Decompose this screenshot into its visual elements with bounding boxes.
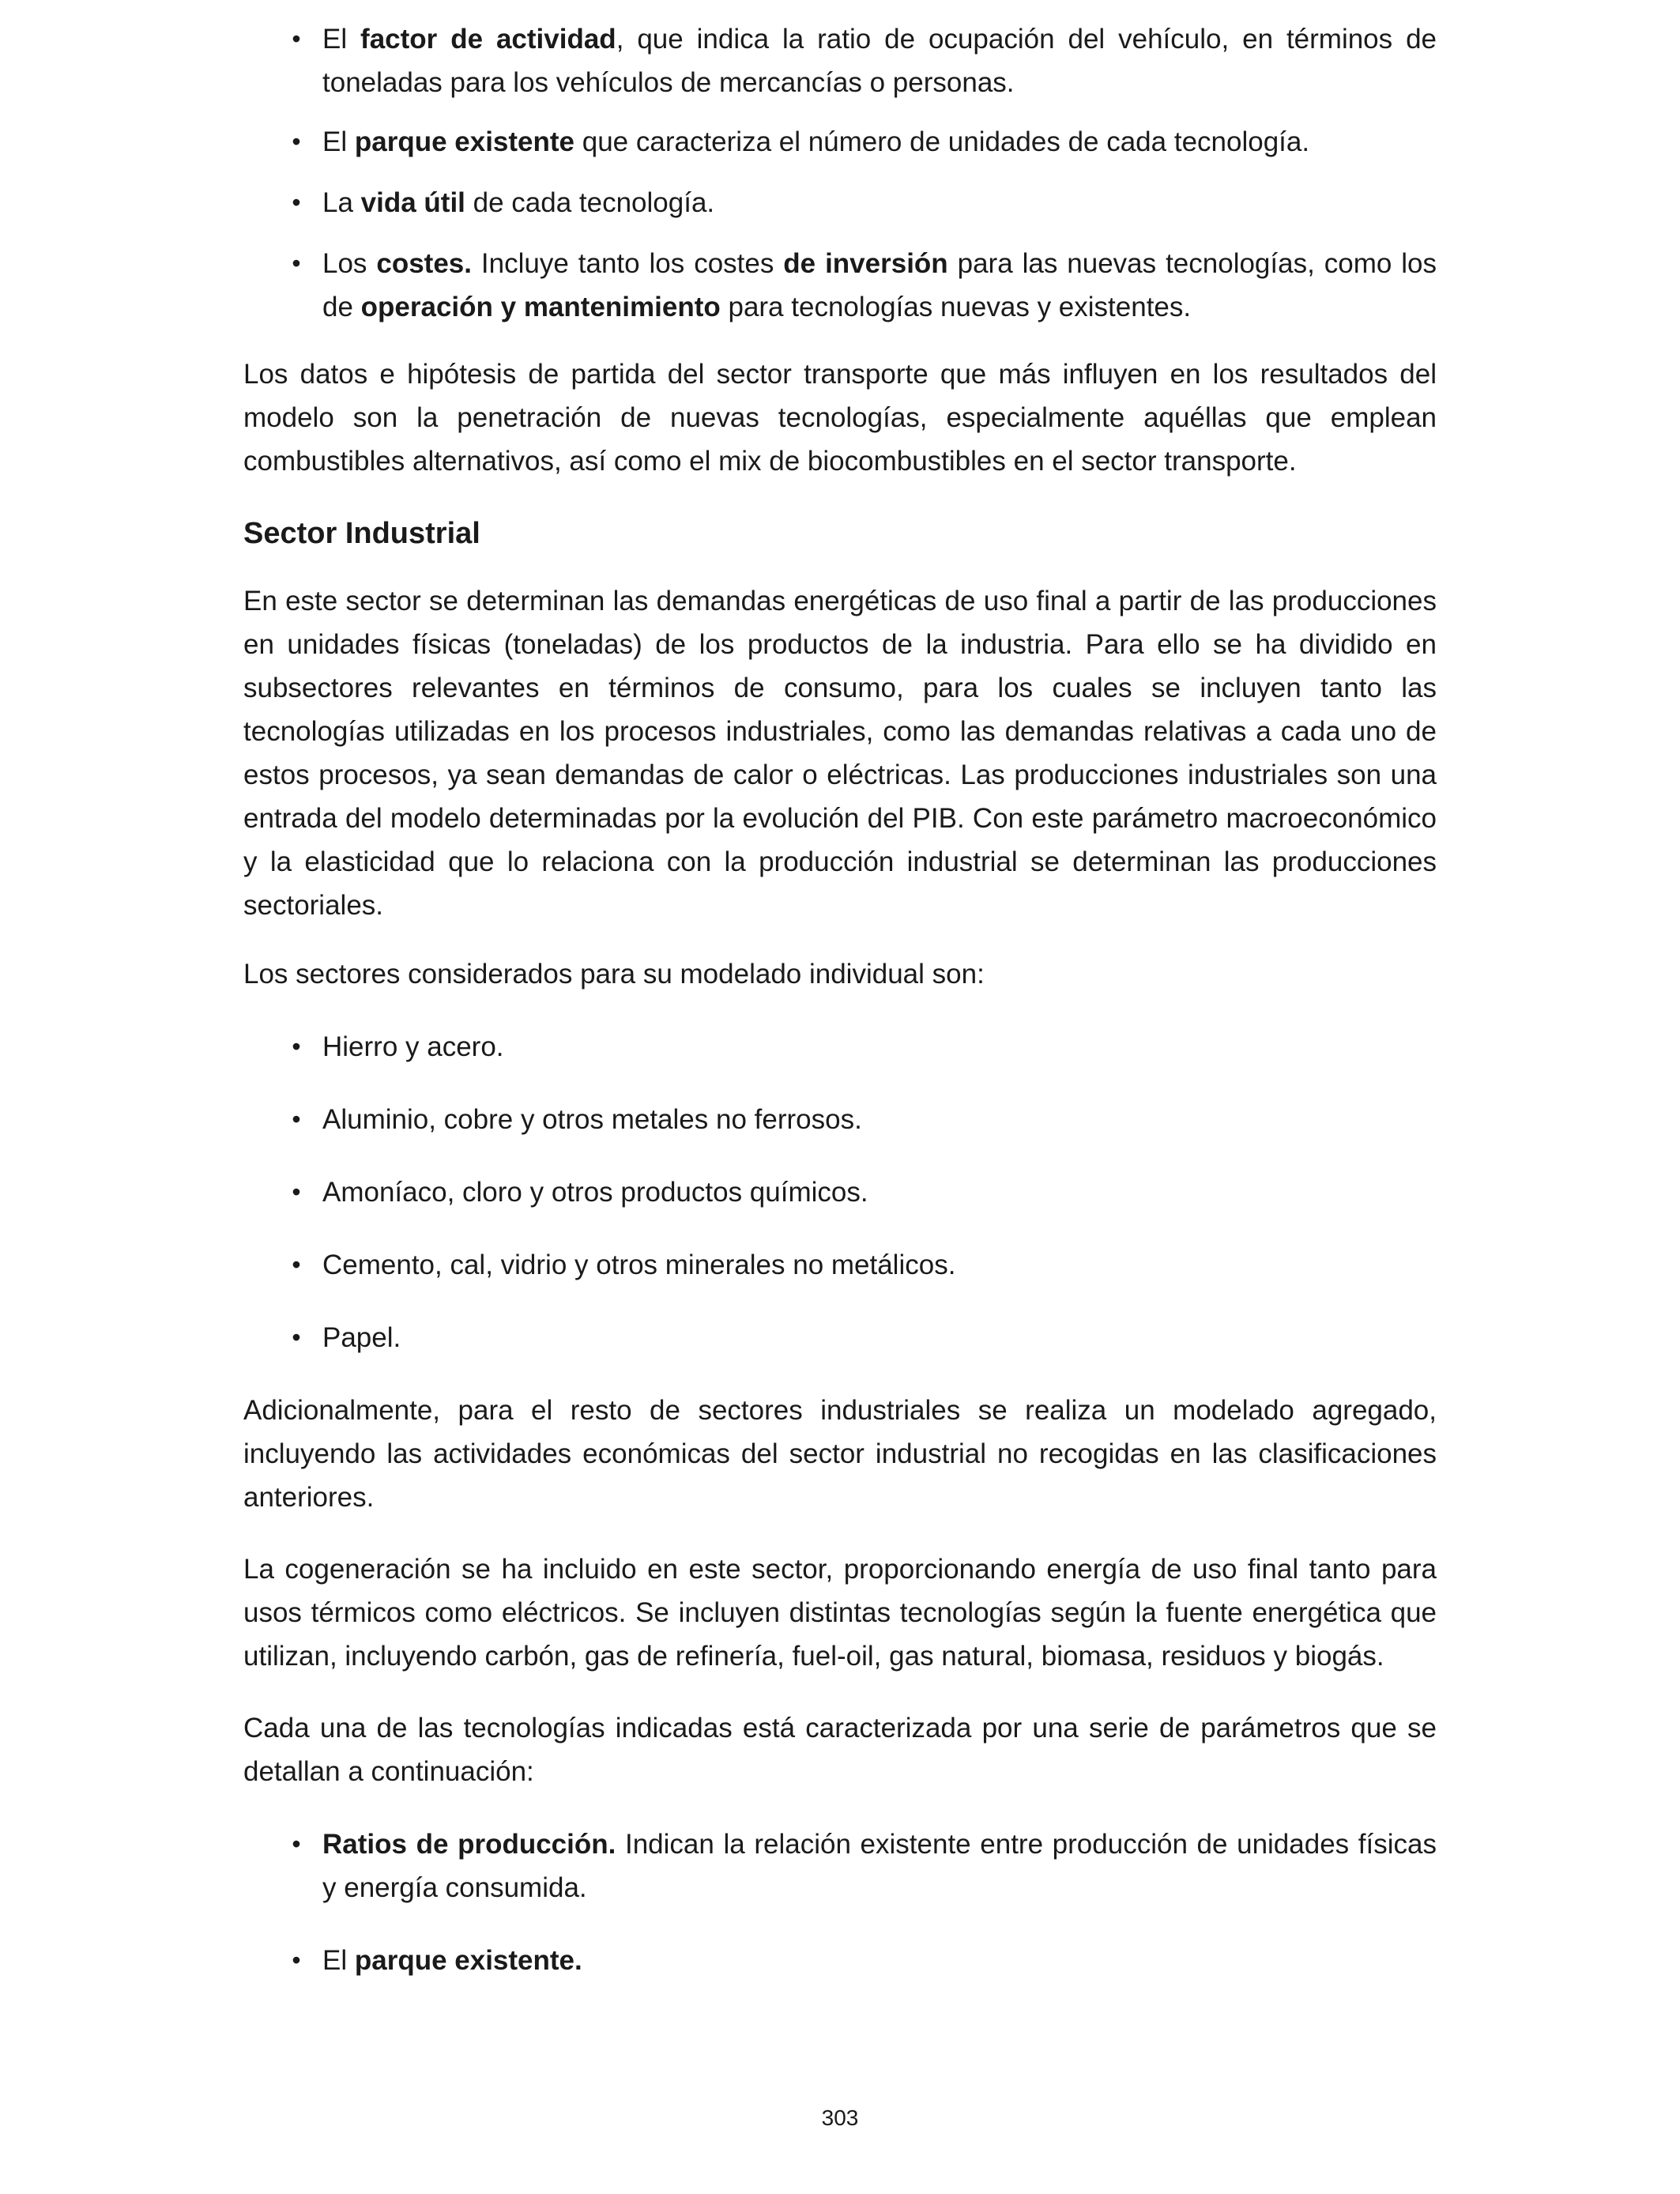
sectors-bullet-list (243, 1025, 1437, 1359)
parameters-bullet-list (243, 1823, 1437, 1982)
bullet-icon: • (292, 1250, 301, 1279)
paragraph-industrial-sector: En este sector se determinan las demandas energéticas de uso final a partir de las producciones en unidades físicas (toneladas) de los productos de la industria. Para ello se ha dividido en subsectores relevantes en términos de consumo, para los cuales se incluyen tanto las tecnologías utilizadas en los procesos industriales, como las demandas relativas a cada uno de estos procesos, ya sean demandas de calor o eléctricas. Las producciones industriales son una entrada del modelo determinadas por la evolución del PIB. Con este parámetro macroeconómico y la elasticidad que lo relaciona con la producción industrial se determinan las producciones sectoriales. (243, 586, 1437, 921)
bullet-icon: • (292, 188, 301, 217)
list-item-costes: • Los costes. Incluye tanto los costes de inversión para las nuevas tecnologías, como los de operación y mantenimiento para tecnologías nuevas y existentes. (243, 242, 1437, 329)
bullet-icon: • (292, 1105, 301, 1133)
list-item-parque-existente: • El parque existente que caracteriza el número de unidades de cada tecnología. (243, 120, 1437, 164)
bullet-icon: • (292, 1178, 301, 1206)
bullet-icon: • (292, 127, 301, 156)
bullet-icon: • (292, 1032, 301, 1061)
paragraph-parameters-intro: Cada una de las tecnologías indicadas está caracterizada por una serie de parámetros que se detallan a continuación: (243, 1713, 1437, 1787)
list-item-sector: • Papel. (243, 1316, 1437, 1359)
list-item-sector: • Aluminio, cobre y otros metales no ferrosos. (243, 1098, 1437, 1141)
list-item-vida-util: • La vida útil de cada tecnología. (243, 181, 1437, 224)
bullet-icon: • (292, 25, 301, 53)
paragraph-cogeneration: La cogeneración se ha incluido en este sector, proporcionando energía de uso final tanto para usos térmicos como eléctricos. Se incluyen distintas tecnologías según la fuente energética que utilizan, incluyendo carbón, gas de refinería, fuel-oil, gas natural, biomasa, residuos y biogás. (243, 1554, 1437, 1672)
list-item-ratios-produccion: • Ratios de producción. Indican la relación existente entre producción de unidades físicas y energía consumida. (243, 1823, 1437, 1909)
list-item-sector: • Cemento, cal, vidrio y otros minerales no metálicos. (243, 1243, 1437, 1287)
top-bullet-list (243, 17, 1437, 329)
list-item-parque-existente-2: • El parque existente. (243, 1939, 1437, 1982)
list-item-sector: • Hierro y acero. (243, 1025, 1437, 1069)
bullet-icon: • (292, 249, 301, 277)
bullet-icon: • (292, 1830, 301, 1858)
document-page (243, 17, 1437, 1982)
paragraph-aggregate-modeling: Adicionalmente, para el resto de sectores industriales se realiza un modelado agregado, incluyendo las actividades económicas del sector industrial no recogidas en las clasificaciones anteriores. (243, 1395, 1437, 1513)
section-title-sector-industrial: Sector Industrial (243, 517, 480, 550)
paragraph-transport-hypotheses: Los datos e hipótesis de partida del sector transporte que más influyen en los resultados del modelo son la penetración de nuevas tecnologías, especialmente aquéllas que emplean combustibles alternativos, así como el mix de biocombustibles en el sector transporte. (243, 359, 1437, 477)
paragraph-sectors-intro: Los sectores considerados para su modelado individual son: (243, 959, 985, 990)
bullet-icon: • (292, 1323, 301, 1351)
page-number: 303 (821, 2105, 859, 2130)
list-item-factor-actividad: • El factor de actividad, que indica la ratio de ocupación del vehículo, en términos de toneladas para los vehículos de mercancías o personas. (243, 17, 1437, 104)
bullet-icon: • (292, 1946, 301, 1974)
list-item-sector: • Amoníaco, cloro y otros productos químicos. (243, 1171, 1437, 1214)
